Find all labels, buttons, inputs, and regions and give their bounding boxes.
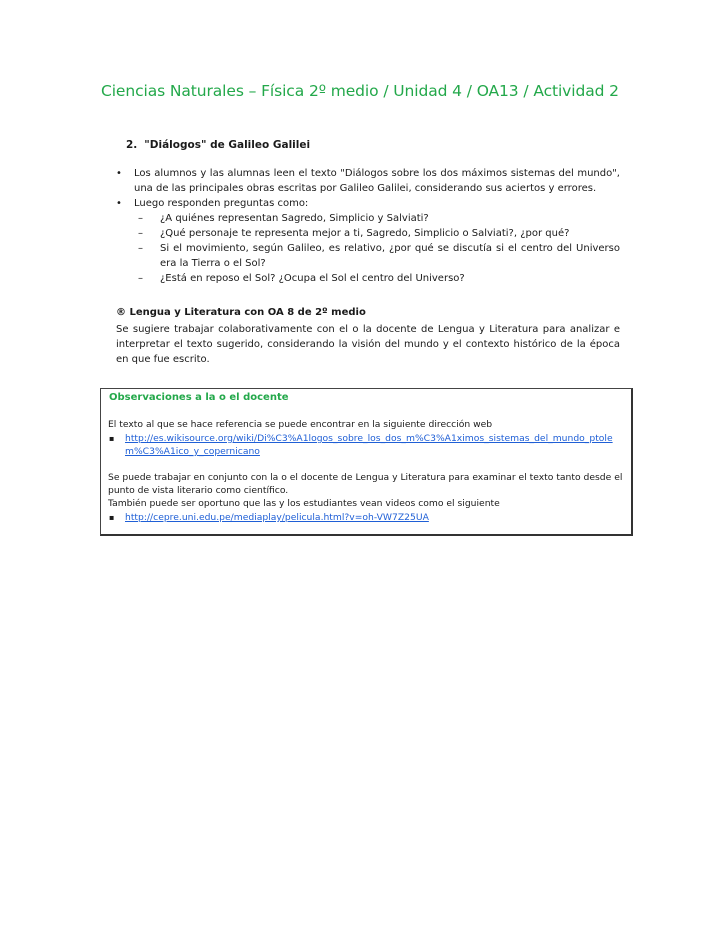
list-item xyxy=(108,511,628,524)
wikisource-link[interactable]: http://es.wikisource.org/wiki/Di%C3%A1logos_sobre_los_dos_m%C3%A1ximos_sistemas_del_mundo_ptolem%C3%A1ico_y_copernicano xyxy=(125,433,613,457)
question-item: – ¿A quiénes representan Sagredo, Simplicio y Salviati? xyxy=(134,211,620,226)
video-link[interactable]: http://cepre.uni.edu.pe/mediaplay/pelicula.html?v=oh-VW7Z25UA xyxy=(125,512,429,523)
subject-link-heading: ® Lengua y Literatura con OA 8 de 2º medio xyxy=(116,307,366,318)
section-number: 2. xyxy=(126,139,138,151)
question-item: – ¿Qué personaje te representa mejor a ti, Sagredo, Simplicio o Salviati?, ¿por qué? xyxy=(134,226,620,241)
page-title: Ciencias Naturales – Física 2º medio / Unidad 4 / OA13 / Actividad 2 xyxy=(101,82,619,100)
section-heading xyxy=(126,139,310,151)
question-item: – ¿Está en reposo el Sol? ¿Ocupa el Sol el centro del Universo? xyxy=(134,271,620,286)
activity-list xyxy=(116,166,620,286)
observations-title: Observaciones a la o el docente xyxy=(109,392,289,403)
subject-link-text: Se sugiere trabajar colaborativamente con el o la docente de Lengua y Literatura para analizar e interpretar el texto sugerido, considerando la visión del mundo y el contexto histórico de la época en que fue escrito. xyxy=(116,324,620,365)
observations-intro: El texto al que se hace referencia se puede encontrar en la siguiente dirección web xyxy=(108,419,493,430)
list-item: • Los alumnos y las alumnas leen el texto "Diálogos sobre los dos máximos sistemas del mundo", una de las principales obras escritas por Galileo Galilei, considerando sus aciertos y errores. xyxy=(116,166,620,196)
question-item: – Si el movimiento, según Galileo, es relativo, ¿por qué se discutía si el centro del Universo era la Tierra o el Sol? xyxy=(134,241,620,271)
list-item xyxy=(108,432,628,458)
teacher-observations-box xyxy=(100,388,633,536)
observations-paragraph: También puede ser oportuno que las y los estudiantes vean videos como el siguiente xyxy=(108,498,500,509)
questions-list xyxy=(134,211,620,286)
list-item: • Luego responden preguntas como: – ¿A quiénes representan Sagredo, Simplicio y Salviati? – ¿Qué personaje te representa mejor a ti, Sagredo, Simplicio o Salviati?, ¿por qué? – Si el movimiento, según Galileo, es relativo, ¿por qué se discutía si el centro del Universo era la Tierra o el Sol? – ¿Está en reposo el Sol? ¿Ocupa el Sol el centro del Universo? xyxy=(116,196,620,286)
section-title: "Diálogos" de Galileo Galilei xyxy=(144,139,311,151)
observations-paragraph: Se puede trabajar en conjunto con la o el docente de Lengua y Literatura para examinar el texto tanto desde el punto de vista literario como científico. xyxy=(108,472,623,496)
